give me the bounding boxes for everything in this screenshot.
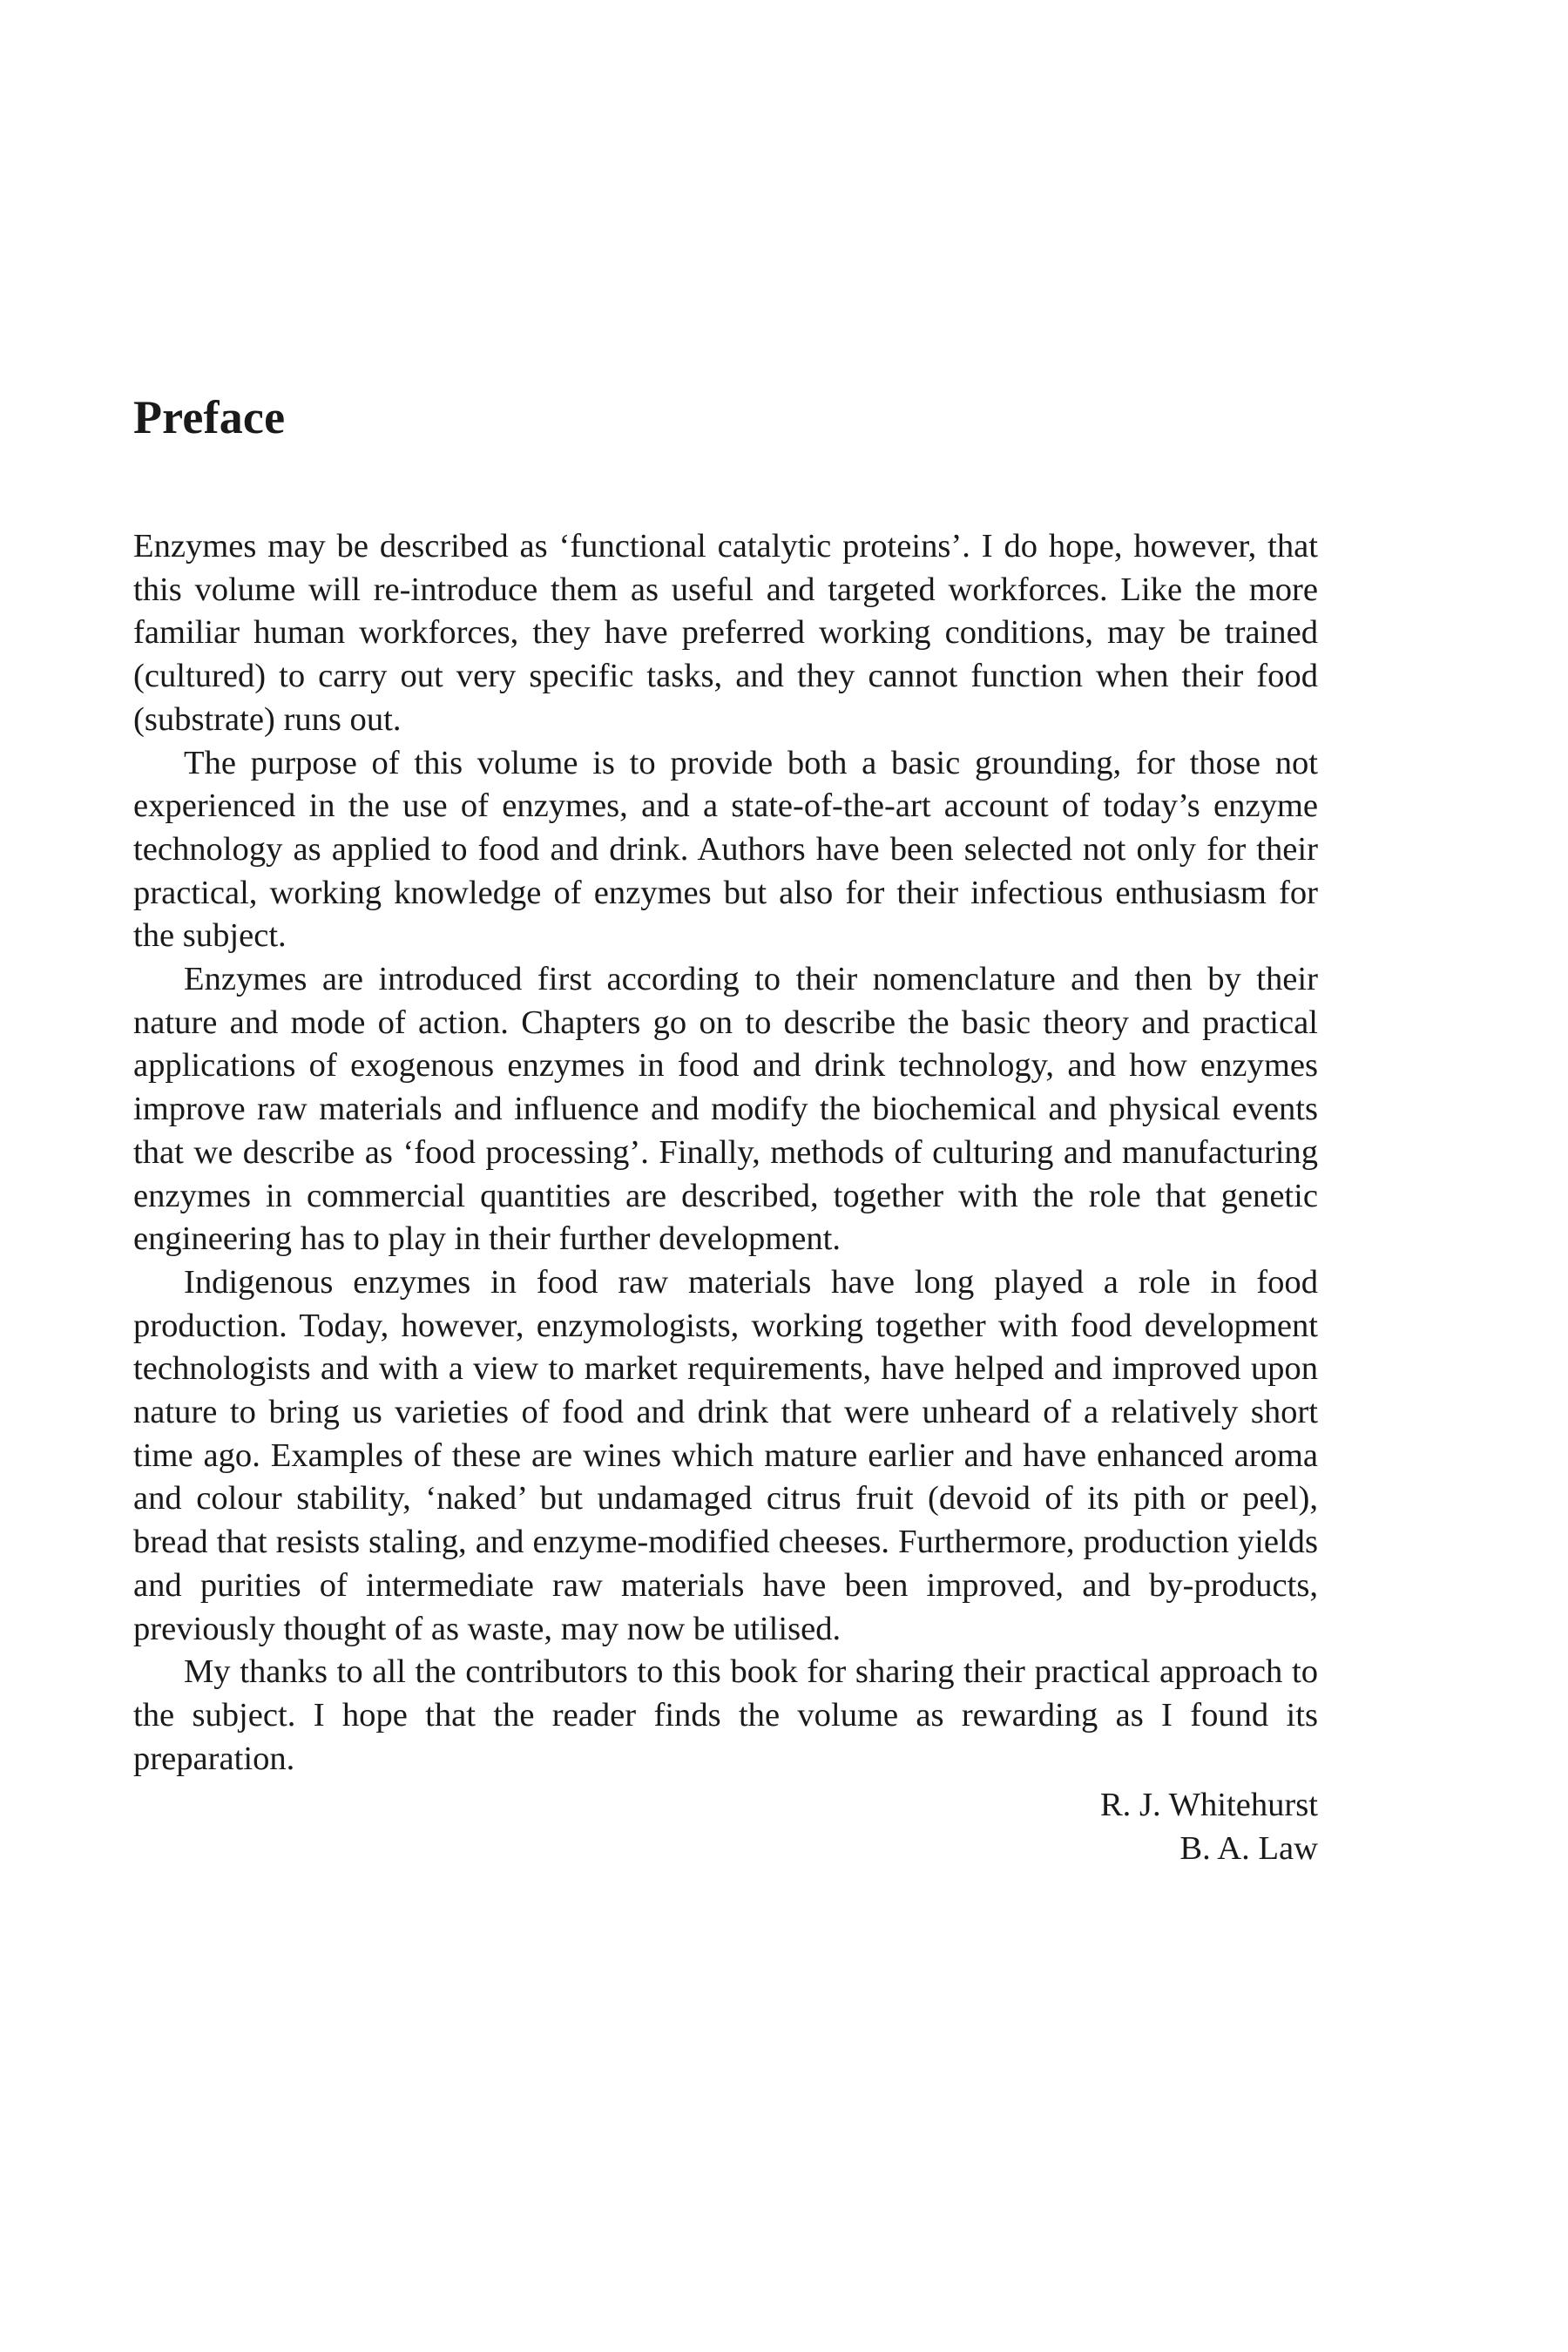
paragraph-3: Enzymes are introduced first according to their nomenclature and then by their nature and mode of action. Chapters go on to describe the basic theory and practical applications of exogenous enzymes in food and drink technology, and how enzymes improve raw materials and influence and modify the biochemical and physical events that we describe as ‘food processing’. Finally, methods of culturing and manufacturing enzymes in commercial quantities are described, together with the role that genetic engineering has to play in their further development.	[133, 961, 1318, 1258]
signature-line-2: B. A. Law	[1179, 1830, 1318, 1868]
paragraph-1: Enzymes may be described as ‘functional catalytic proteins’. I do hope, however, that this volume will re-introduce them as useful and targeted workforces. Like the more familiar human workforces, they have preferred working conditions, may be trained (cultured) to carry out very specific tasks, and they cannot function when their food (substrate) runs out.	[133, 528, 1318, 738]
page-title: Preface	[133, 391, 286, 443]
preface-body	[133, 525, 1318, 1781]
paragraph-2: The purpose of this volume is to provide both a basic grounding, for those not experienced in the use of enzymes, and a state-of-the-art account of today’s enzyme technology as applied to food and drink. Authors have been selected not only for their practical, working knowledge of enzymes but also for their infectious enthusiasm for the subject.	[133, 744, 1318, 955]
paragraph-4: Indigenous enzymes in food raw materials have long played a role in food production. Today, however, enzymologists, working together with food development technologists and with a view to market requirements, have helped and improved upon nature to bring us varieties of food and drink that were unheard of a relatively short time ago. Examples of these are wines which mature earlier and have enhanced aroma and colour stability, ‘naked’ but undamaged citrus fruit (devoid of its pith or peel), bread that resists staling, and enzyme-modified cheeses. Furthermore, production yields and purities of intermediate raw materials have been improved, and by-products, previously thought of as waste, may now be utilised.	[133, 1263, 1318, 1647]
paragraph-5: My thanks to all the contributors to this book for sharing their practical approach to the subject. I hope that the reader finds the volume as rewarding as I found its preparation.	[133, 1653, 1318, 1777]
author-signatures	[1100, 1784, 1318, 1870]
signature-line-1: R. J. Whitehurst	[1099, 1787, 1318, 1824]
